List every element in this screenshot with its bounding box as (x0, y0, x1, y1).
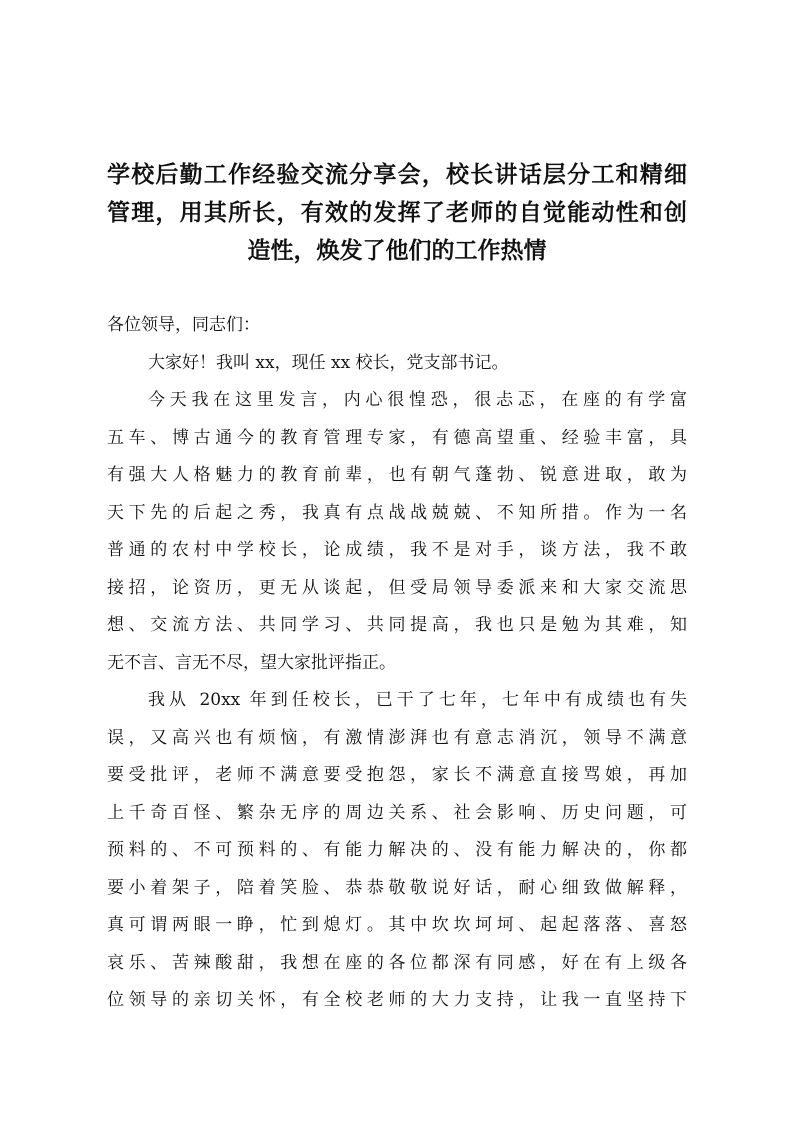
paragraph-line: 想、交流方法、共同学习、共同提高，我也只是勉为其难，知 (107, 615, 687, 635)
paragraph-line: 我从 20xx 年到任校长，已干了七年，七年中有成绩也有失 (148, 690, 687, 710)
paragraph-line: 普通的农村中学校长，论成绩，我不是对手，谈方法，我不敢 (107, 540, 687, 560)
paragraph-line: 天下先的后起之秀，我真有点战战兢兢、不知所措。作为一名 (107, 502, 687, 523)
paragraph-line: 今天我在这里发言，内心很惶恐，很忐忑，在座的有学富 (148, 390, 687, 410)
paragraph-line: 真可谓两眼一睁，忙到熄灯。其中坎坎坷坷、起起落落、喜怒 (107, 915, 687, 935)
paragraph-line: 误，又高兴也有烦恼，有激情澎湃也有意志消沉，领导不满意 (107, 727, 687, 748)
paragraph-line: 无不言、言无不尽，望大家批评指正。 (107, 652, 396, 673)
paragraph-line: 有强大人格魅力的教育前辈，也有朝气蓬勃、锐意进取，敢为 (107, 465, 687, 485)
title-line: 学校后勤工作经验交流分享会，校长讲话层分工和精细 (107, 162, 687, 188)
paragraph-line: 上千奇百怪、繁杂无序的周边关系、社会影响、历史问题，可 (107, 802, 687, 823)
paragraph-line: 接招，论资历，更无从谈起，但受局领导委派来和大家交流思 (107, 577, 687, 598)
salutation: 各位领导，同志们： (107, 315, 260, 335)
paragraph-line: 要受批评，老师不满意要受抱怨，家长不满意直接骂娘，再加 (107, 765, 687, 785)
document-title (107, 156, 687, 270)
paragraph-line: 预料的、不可预料的、有能力解决的、没有能力解决的，你都 (107, 840, 687, 860)
title-line: 造性，焕发了他们的工作热情 (247, 238, 547, 264)
paragraph-line: 五车、博古通今的教育管理专家，有德高望重、经验丰富，具 (107, 427, 687, 448)
document-body (107, 307, 687, 1020)
paragraph-line: 要小着架子，陪着笑脸、恭恭敬敬说好话，耐心细致做解释， (107, 877, 687, 898)
title-line: 管理，用其所长，有效的发挥了老师的自觉能动性和创 (107, 200, 687, 226)
paragraph-line: 大家好！我叫 xx，现任 xx 校长，党支部书记。 (148, 352, 509, 373)
paragraph-line: 位领导的亲切关怀，有全校老师的大力支持，让我一直坚持下 (107, 990, 687, 1010)
paragraph-line: 哀乐、苦辣酸甜，我想在座的各位都深有同感，好在有上级各 (107, 952, 687, 973)
